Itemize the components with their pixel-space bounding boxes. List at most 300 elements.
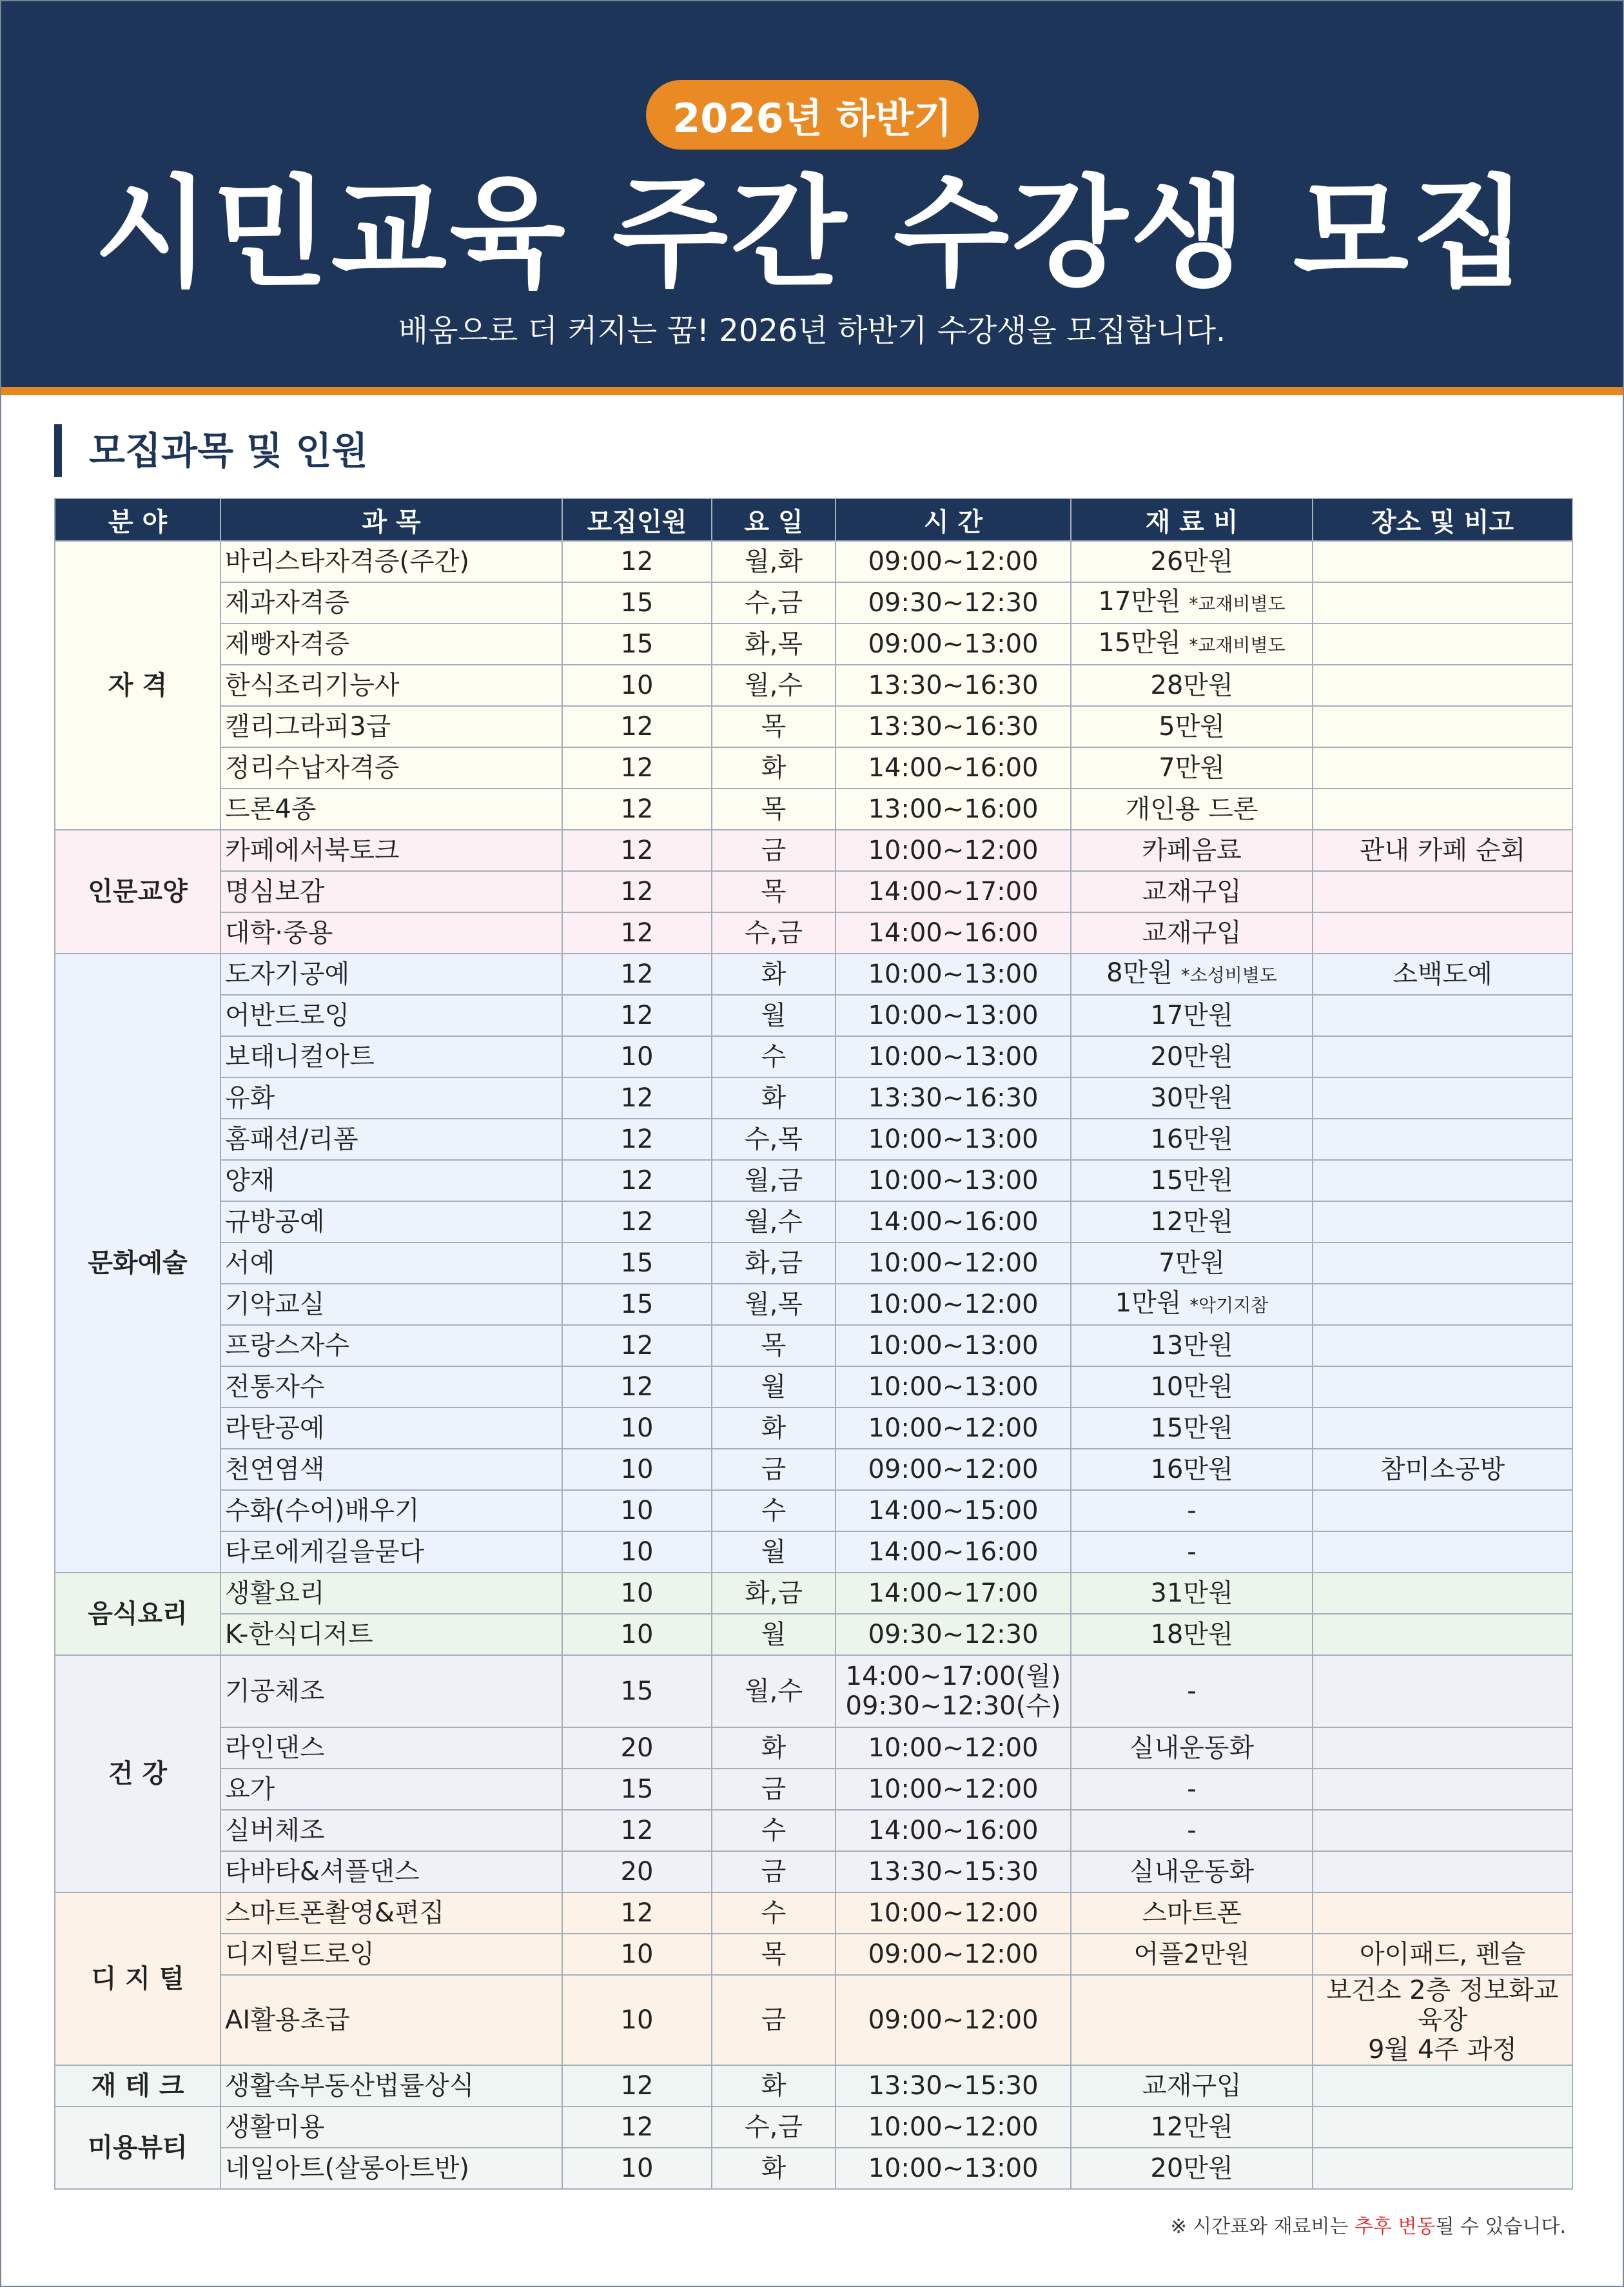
time-text: 10:00~13:00	[868, 1166, 1039, 1195]
capacity-cell: 15	[562, 623, 712, 665]
time-text: 14:00~17:00(월)	[845, 1662, 1061, 1691]
table-row	[55, 623, 1572, 665]
category-cell: 건 강	[55, 1655, 220, 1892]
fee-cell	[1071, 1325, 1313, 1366]
table-row	[55, 1892, 1572, 1934]
subject-cell: 라인댄스	[220, 1727, 562, 1769]
note-cell	[1313, 1201, 1572, 1242]
time-cell	[836, 1284, 1071, 1325]
capacity-cell: 10	[562, 1614, 712, 1655]
category-cell: 문화예술	[55, 954, 220, 1573]
note-cell	[1313, 582, 1572, 623]
fee-text: 20만원	[1150, 2154, 1233, 2183]
capacity-cell: 12	[562, 2106, 712, 2148]
note-text: 아이패드, 펜슬	[1359, 1939, 1526, 1969]
time-cell	[836, 706, 1071, 747]
fee-text: 28만원	[1150, 671, 1233, 700]
subject-cell: 서예	[220, 1242, 562, 1284]
table-body	[55, 541, 1572, 2189]
year-badge: 2026년 하반기	[646, 80, 979, 150]
days-cell: 화	[712, 1408, 836, 1449]
fee-text: -	[1187, 1816, 1197, 1845]
capacity-cell: 12	[562, 912, 712, 954]
subject-cell: 대학·중용	[220, 912, 562, 954]
footnote-prefix: ※ 시간표와 재료비는	[1170, 2215, 1355, 2238]
note-text: 9월 4주 과정	[1368, 2035, 1517, 2065]
time-text: 10:00~13:00	[868, 1331, 1039, 1360]
col-header-subject: 과 목	[220, 498, 562, 541]
time-text: 09:00~13:00	[868, 629, 1039, 659]
note-cell	[1313, 1655, 1572, 1727]
time-text: 10:00~12:00	[868, 836, 1039, 865]
table-row	[55, 871, 1572, 912]
days-cell: 월,수	[712, 1655, 836, 1727]
fee-cell	[1071, 871, 1313, 912]
subject-cell: 규방공예	[220, 1201, 562, 1242]
time-text: 10:00~12:00	[868, 1413, 1039, 1443]
fee-cell	[1071, 1160, 1313, 1201]
subject-cell: 기공체조	[220, 1655, 562, 1727]
time-cell	[836, 1119, 1071, 1160]
time-text: 10:00~12:00	[868, 1774, 1039, 1804]
subject-cell: 도자기공예	[220, 954, 562, 995]
capacity-cell: 10	[562, 665, 712, 706]
subject-cell: 기악교실	[220, 1284, 562, 1325]
fee-text: 실내운동화	[1129, 1733, 1255, 1763]
days-cell: 화,금	[712, 1573, 836, 1614]
page-title: 시민교육 주간 수강생 모집	[94, 163, 1530, 303]
time-text: 10:00~12:00	[868, 1898, 1039, 1928]
note-cell	[1313, 1366, 1572, 1408]
capacity-cell: 10	[562, 1975, 712, 2065]
days-cell: 월	[712, 1366, 836, 1408]
fee-text: 7만원	[1159, 753, 1225, 783]
table-row	[55, 912, 1572, 954]
time-cell	[836, 1201, 1071, 1242]
time-text: 13:30~15:30	[868, 1857, 1039, 1887]
subject-cell: 유화	[220, 1077, 562, 1119]
time-text: 14:00~16:00	[868, 1537, 1039, 1567]
time-cell	[836, 830, 1071, 871]
capacity-cell: 10	[562, 1934, 712, 1975]
fee-cell	[1071, 954, 1313, 995]
fee-text: 어플2만원	[1133, 1939, 1250, 1969]
fee-cell	[1071, 1810, 1313, 1851]
fee-cell	[1071, 1366, 1313, 1408]
capacity-cell: 15	[562, 1769, 712, 1810]
days-cell: 수	[712, 1490, 836, 1531]
subject-cell: 천연염색	[220, 1449, 562, 1490]
table-row	[55, 2148, 1572, 2189]
time-cell	[836, 541, 1071, 582]
subject-cell: 타로에게길을묻다	[220, 1531, 562, 1573]
fee-cell	[1071, 1077, 1313, 1119]
days-cell: 월,수	[712, 1201, 836, 1242]
note-cell	[1313, 747, 1572, 789]
table-row	[55, 1769, 1572, 1810]
note-cell	[1313, 995, 1572, 1036]
fee-text: 15만원	[1150, 1413, 1233, 1443]
table-row	[55, 1408, 1572, 1449]
note-cell	[1313, 1727, 1572, 1769]
note-cell	[1313, 1769, 1572, 1810]
note-cell	[1313, 830, 1572, 871]
subject-cell: 요가	[220, 1769, 562, 1810]
time-text: 10:00~13:00	[868, 1124, 1039, 1154]
capacity-cell: 12	[562, 1366, 712, 1408]
capacity-cell: 12	[562, 995, 712, 1036]
time-text: 10:00~13:00	[868, 1372, 1039, 1402]
days-cell: 수,금	[712, 912, 836, 954]
subject-cell: 양재	[220, 1160, 562, 1201]
col-header-fee: 재 료 비	[1071, 498, 1313, 541]
fee-text: 31만원	[1150, 1578, 1233, 1608]
capacity-cell: 15	[562, 1242, 712, 1284]
subject-cell: 디지털드로잉	[220, 1934, 562, 1975]
capacity-cell: 12	[562, 747, 712, 789]
days-cell: 월	[712, 995, 836, 1036]
time-text: 10:00~13:00	[868, 959, 1039, 989]
note-cell	[1313, 1614, 1572, 1655]
fee-text: 교재구입	[1142, 2071, 1242, 2101]
time-text: 13:30~16:30	[868, 712, 1039, 741]
fee-cell	[1071, 1408, 1313, 1449]
table-row	[55, 1036, 1572, 1077]
subject-cell: 제과자격증	[220, 582, 562, 623]
note-cell	[1313, 1934, 1572, 1975]
note-cell	[1313, 541, 1572, 582]
header-accent-stripe	[0, 387, 1624, 395]
time-text: 14:00~16:00	[868, 1816, 1039, 1845]
note-cell	[1313, 1119, 1572, 1160]
time-text: 10:00~12:00	[868, 1248, 1039, 1278]
subject-cell: 라탄공예	[220, 1408, 562, 1449]
time-text: 13:30~15:30	[868, 2071, 1039, 2101]
table-row	[55, 2065, 1572, 2106]
subject-cell: 생활속부동산법률상식	[220, 2065, 562, 2106]
fee-cell	[1071, 1769, 1313, 1810]
capacity-cell: 12	[562, 706, 712, 747]
time-text: 09:00~12:00	[868, 1939, 1039, 1969]
capacity-cell: 20	[562, 1727, 712, 1769]
time-text: 13:30~16:30	[868, 1083, 1039, 1113]
capacity-cell: 15	[562, 1284, 712, 1325]
capacity-cell: 12	[562, 1201, 712, 1242]
fee-text: 20만원	[1150, 1042, 1233, 1072]
table-row	[55, 954, 1572, 995]
fee-cell	[1071, 789, 1313, 830]
table-row	[55, 665, 1572, 706]
capacity-cell: 10	[562, 1408, 712, 1449]
time-text: 13:30~16:30	[868, 671, 1039, 700]
note-cell	[1313, 954, 1572, 995]
fee-text: 교재구입	[1142, 877, 1242, 907]
time-cell	[836, 1160, 1071, 1201]
time-text: 10:00~13:00	[868, 1001, 1039, 1030]
time-cell	[836, 1366, 1071, 1408]
subject-cell: 홈패션/리폼	[220, 1119, 562, 1160]
category-cell: 인문교양	[55, 830, 220, 954]
time-text: 09:30~12:30	[868, 1620, 1039, 1649]
table-header-row	[55, 498, 1572, 541]
col-header-days: 요 일	[712, 498, 836, 541]
time-cell	[836, 665, 1071, 706]
time-cell	[836, 1573, 1071, 1614]
capacity-cell: 10	[562, 1490, 712, 1531]
fee-text: 12만원	[1150, 2112, 1233, 2142]
fee-text: 13만원	[1150, 1331, 1233, 1360]
fee-cell	[1071, 2148, 1313, 2189]
capacity-cell: 10	[562, 1449, 712, 1490]
table-row	[55, 706, 1572, 747]
time-cell	[836, 1655, 1071, 1727]
fee-text: 7만원	[1159, 1248, 1225, 1278]
table-row	[55, 1325, 1572, 1366]
note-cell	[1313, 2106, 1572, 2148]
time-text: 14:00~15:00	[868, 1496, 1039, 1526]
note-cell	[1313, 1531, 1572, 1573]
days-cell: 목	[712, 871, 836, 912]
footnote	[1170, 2210, 1566, 2239]
fee-text: 30만원	[1150, 1083, 1233, 1113]
time-cell	[836, 1810, 1071, 1851]
subject-cell: 제빵자격증	[220, 623, 562, 665]
category-cell: 디 지 털	[55, 1892, 220, 2065]
note-cell	[1313, 1810, 1572, 1851]
time-cell	[836, 1036, 1071, 1077]
col-header-capacity: 모집인원	[562, 498, 712, 541]
fee-cell	[1071, 747, 1313, 789]
fee-cell	[1071, 1201, 1313, 1242]
fee-note: *교재비별도	[1189, 634, 1286, 656]
fee-text: 8만원	[1106, 958, 1173, 988]
days-cell: 월,목	[712, 1284, 836, 1325]
fee-text: 16만원	[1150, 1124, 1233, 1154]
category-cell: 재 테 크	[55, 2065, 220, 2106]
capacity-cell: 10	[562, 1573, 712, 1614]
subject-cell: 수화(수어)배우기	[220, 1490, 562, 1531]
time-cell	[836, 2148, 1071, 2189]
capacity-cell: 10	[562, 1531, 712, 1573]
table-row	[55, 1851, 1572, 1892]
days-cell: 화	[712, 1077, 836, 1119]
note-cell	[1313, 1449, 1572, 1490]
category-cell: 음식요리	[55, 1573, 220, 1655]
subject-cell: 캘리그라피3급	[220, 706, 562, 747]
fee-cell	[1071, 912, 1313, 954]
note-text: 관내 카페 순회	[1359, 836, 1526, 865]
days-cell: 금	[712, 1769, 836, 1810]
subject-cell: 명심보감	[220, 871, 562, 912]
time-cell	[836, 1727, 1071, 1769]
days-cell: 월,화	[712, 541, 836, 582]
fee-text: 실내운동화	[1129, 1857, 1255, 1887]
subject-cell: 프랑스자수	[220, 1325, 562, 1366]
table-row	[55, 1727, 1572, 1769]
table-row	[55, 1242, 1572, 1284]
days-cell: 화	[712, 2065, 836, 2106]
time-text: 14:00~16:00	[868, 1207, 1039, 1237]
note-text: 참미소공방	[1380, 1455, 1505, 1484]
fee-text: -	[1187, 1496, 1197, 1526]
note-cell	[1313, 1851, 1572, 1892]
note-cell	[1313, 1325, 1572, 1366]
fee-cell	[1071, 1892, 1313, 1934]
time-text: 10:00~13:00	[868, 1042, 1039, 1072]
table-row	[55, 582, 1572, 623]
subject-cell: 실버체조	[220, 1810, 562, 1851]
fee-cell	[1071, 1036, 1313, 1077]
subject-cell: 보태니컬아트	[220, 1036, 562, 1077]
fee-text: 5만원	[1159, 712, 1225, 741]
table-row	[55, 1975, 1572, 2065]
days-cell: 금	[712, 1449, 836, 1490]
subject-cell: 생활요리	[220, 1573, 562, 1614]
note-cell	[1313, 623, 1572, 665]
fee-cell	[1071, 995, 1313, 1036]
subject-cell: 한식조리기능사	[220, 665, 562, 706]
note-cell	[1313, 871, 1572, 912]
time-cell	[836, 1325, 1071, 1366]
days-cell: 수,목	[712, 1119, 836, 1160]
fee-text: 12만원	[1150, 1207, 1233, 1237]
capacity-cell: 12	[562, 830, 712, 871]
fee-cell	[1071, 1242, 1313, 1284]
time-cell	[836, 789, 1071, 830]
capacity-cell: 12	[562, 2065, 712, 2106]
category-cell: 미용뷰티	[55, 2106, 220, 2189]
days-cell: 수,금	[712, 2106, 836, 2148]
time-text: 14:00~16:00	[868, 753, 1039, 783]
capacity-cell: 12	[562, 1077, 712, 1119]
capacity-cell: 12	[562, 789, 712, 830]
fee-cell	[1071, 1284, 1313, 1325]
fee-note: *교재비별도	[1189, 593, 1286, 614]
table-row	[55, 1531, 1572, 1573]
subject-cell: 스마트폰촬영&편집	[220, 1892, 562, 1934]
fee-text: 15만원	[1098, 628, 1181, 658]
days-cell: 수,금	[712, 582, 836, 623]
subject-cell: 타바타&셔플댄스	[220, 1851, 562, 1892]
time-cell	[836, 912, 1071, 954]
fee-cell	[1071, 1614, 1313, 1655]
days-cell: 화	[712, 954, 836, 995]
time-text: 10:00~12:00	[868, 1733, 1039, 1763]
table-row	[55, 1810, 1572, 1851]
days-cell: 월,금	[712, 1160, 836, 1201]
table-row	[55, 1573, 1572, 1614]
time-cell	[836, 1614, 1071, 1655]
note-cell	[1313, 789, 1572, 830]
time-text: 13:00~16:00	[868, 794, 1039, 824]
table-row	[55, 541, 1572, 582]
fee-text: -	[1187, 1774, 1197, 1804]
table-row	[55, 2106, 1572, 2148]
days-cell: 목	[712, 1934, 836, 1975]
subject-cell: 생활미용	[220, 2106, 562, 2148]
fee-text: 교재구입	[1142, 918, 1242, 948]
fee-text: 16만원	[1150, 1455, 1233, 1484]
time-text: 14:00~16:00	[868, 918, 1039, 948]
fee-cell	[1071, 665, 1313, 706]
section-title: 모집과목 및 인원	[89, 429, 368, 473]
fee-text: 17만원	[1150, 1001, 1233, 1030]
time-cell	[836, 582, 1071, 623]
days-cell: 목	[712, 706, 836, 747]
note-cell	[1313, 1242, 1572, 1284]
time-cell	[836, 1531, 1071, 1573]
subject-cell: 바리스타자격증(주간)	[220, 541, 562, 582]
fee-cell	[1071, 1119, 1313, 1160]
days-cell: 화,금	[712, 1242, 836, 1284]
fee-cell	[1071, 1934, 1313, 1975]
fee-text: 26만원	[1150, 547, 1233, 576]
time-text: 09:30~12:30(수)	[845, 1691, 1061, 1721]
note-cell	[1313, 2148, 1572, 2189]
time-cell	[836, 1408, 1071, 1449]
category-cell: 자 격	[55, 541, 220, 830]
fee-cell	[1071, 706, 1313, 747]
note-cell	[1313, 1490, 1572, 1531]
fee-note: *소성비별도	[1180, 965, 1277, 986]
table-row	[55, 1655, 1572, 1727]
time-text: 10:00~12:00	[868, 1290, 1039, 1319]
footnote-suffix: 될 수 있습니다.	[1435, 2215, 1566, 2238]
time-cell	[836, 1077, 1071, 1119]
table-row	[55, 995, 1572, 1036]
time-text: 10:00~13:00	[868, 2154, 1039, 2183]
table-row	[55, 1614, 1572, 1655]
time-text: 09:00~12:00	[868, 2005, 1039, 2035]
time-cell	[836, 1934, 1071, 1975]
fee-cell	[1071, 2065, 1313, 2106]
note-cell	[1313, 665, 1572, 706]
col-header-category: 분 야	[55, 498, 220, 541]
days-cell: 금	[712, 1851, 836, 1892]
fee-text: 개인용 드론	[1125, 794, 1258, 824]
days-cell: 수	[712, 1810, 836, 1851]
table-row	[55, 789, 1572, 830]
days-cell: 화,목	[712, 623, 836, 665]
fee-text: -	[1187, 1676, 1197, 1706]
fee-cell	[1071, 1531, 1313, 1573]
course-table	[54, 498, 1573, 2190]
capacity-cell: 12	[562, 1119, 712, 1160]
days-cell: 화	[712, 2148, 836, 2189]
days-cell: 화	[712, 747, 836, 789]
subject-cell: K-한식디저트	[220, 1614, 562, 1655]
subject-cell: AI활용초급	[220, 1975, 562, 2065]
note-text: 소백도예	[1393, 959, 1492, 989]
time-text: 14:00~17:00	[868, 1578, 1039, 1608]
capacity-cell: 12	[562, 1810, 712, 1851]
days-cell: 금	[712, 1975, 836, 2065]
time-cell	[836, 747, 1071, 789]
fee-cell	[1071, 582, 1313, 623]
table-row	[55, 1119, 1572, 1160]
days-cell: 금	[712, 830, 836, 871]
capacity-cell: 12	[562, 1160, 712, 1201]
capacity-cell: 12	[562, 541, 712, 582]
table-row	[55, 1366, 1572, 1408]
note-cell	[1313, 1408, 1572, 1449]
time-cell	[836, 1892, 1071, 1934]
fee-cell	[1071, 541, 1313, 582]
fee-text: 카페음료	[1142, 836, 1242, 865]
fee-text: -	[1187, 1537, 1197, 1567]
note-cell	[1313, 1284, 1572, 1325]
page-subtitle: 배움으로 더 커지는 꿈! 2026년 하반기 수강생을 모집합니다.	[398, 313, 1226, 349]
